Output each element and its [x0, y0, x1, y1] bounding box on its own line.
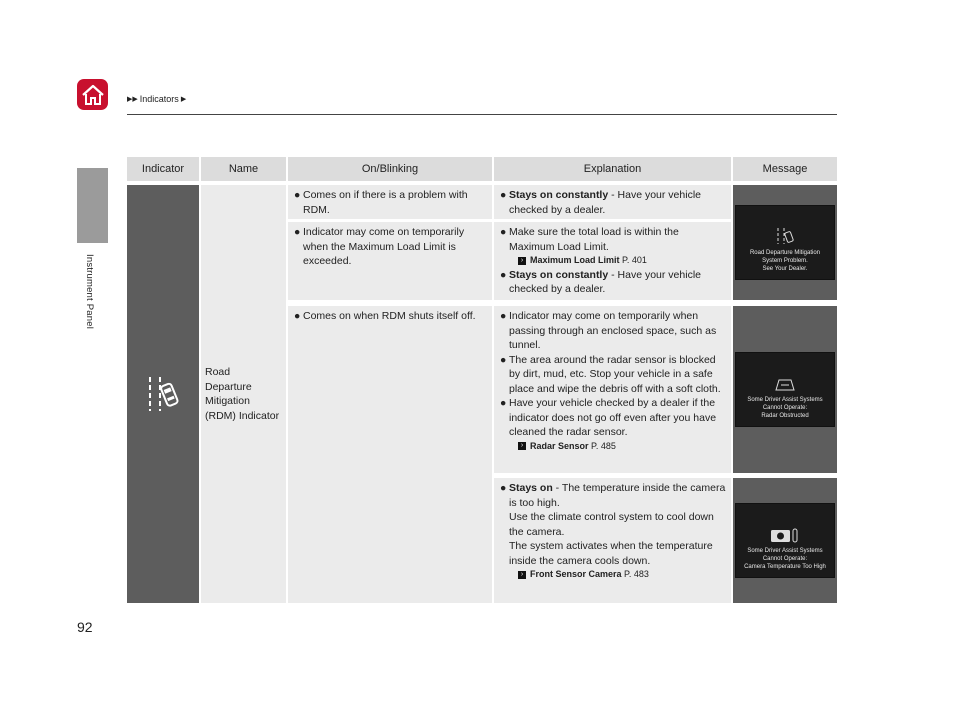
breadcrumb-item[interactable]: Indicators: [139, 94, 179, 104]
reference-arrow-icon: ›: [518, 571, 526, 579]
row3-explanation: ● Indicator may come on temporarily when passing through an enclosed space, such as tunnel. ● The area around the radar sensor is blocked by dirt, mud, etc. Stop your vehicle in a safe place and wipe the debris off with a soft cloth. ● Have your vehicle checked by a dealer if the indicator does not go off even after you have cleaned the radar sensor. › Radar Sensor P. 485: [494, 306, 731, 473]
message-cell-1: [733, 185, 837, 300]
row1-on-blinking: ● Comes on if there is a problem with RDM.: [288, 185, 492, 219]
row2-on-text: Indicator may come on temporarily when the Maximum Load Limit is exceeded.: [303, 226, 465, 267]
header-on-blinking: On/Blinking: [288, 157, 492, 181]
header-name: Name: [201, 157, 286, 181]
rdm-indicator-icon: [146, 375, 180, 413]
row3-exp1: Indicator may come on temporarily when passing through an enclosed space, such as tunnel.: [509, 310, 717, 351]
row2-reference[interactable]: › Maximum Load Limit P. 401: [500, 253, 727, 268]
row2-exp2-bold: Stays on constantly: [509, 268, 609, 281]
header-explanation: Explanation: [494, 157, 731, 181]
row3-on-blinking: ● Comes on when RDM shuts itself off.: [288, 306, 492, 603]
home-icon: [81, 84, 105, 106]
breadcrumb-arrow-icon: ▶▶: [127, 96, 138, 103]
home-button[interactable]: [77, 79, 108, 110]
header-message: Message: [733, 157, 837, 181]
row2-exp2-text: - Have your vehicle checked by a dealer.: [509, 268, 701, 295]
row3-on-text: Comes on when RDM shuts itself off.: [303, 310, 476, 322]
reference-arrow-icon: ›: [518, 257, 526, 265]
reference-arrow-icon: ›: [518, 442, 526, 450]
camera-message-icon: [770, 527, 800, 543]
row1-exp-text: - Have your vehicle checked by a dealer.: [509, 189, 701, 216]
indicator-cell: [127, 185, 199, 603]
section-tab: [77, 168, 108, 243]
breadcrumb: [127, 94, 186, 104]
row2-exp1: Make sure the total load is within the Maximum Load Limit.: [509, 226, 679, 253]
message-screen-1: Road Departure Mitigation System Problem. See Your Dealer.: [735, 205, 835, 280]
row4-reference[interactable]: › Front Sensor Camera P. 483: [500, 567, 727, 582]
page-number: 92: [77, 619, 93, 635]
message-cell-3: [733, 478, 837, 603]
row4-explanation: ● Stays on - The temperature inside the camera is too high. Use the climate control system to cool down the camera. The system activates when the temperature inside the camera cools down. › Front Sensor Camera P. 483: [494, 478, 731, 603]
row4-exp-line2: Use the climate control system to cool down the camera.: [509, 511, 714, 538]
message-cell-2: [733, 306, 837, 473]
header-indicator: Indicator: [127, 157, 199, 181]
name-cell: [201, 185, 286, 603]
row1-on-text: Comes on if there is a problem with RDM.: [303, 189, 468, 216]
breadcrumb-arrow-icon: ▶: [180, 96, 187, 103]
row4-exp-text: - The temperature inside the camera is too high.: [509, 482, 726, 509]
section-label: Instrument Panel: [84, 254, 95, 330]
row1-exp-bold: Stays on constantly: [509, 189, 609, 201]
row3-reference[interactable]: › Radar Sensor P. 485: [500, 439, 727, 454]
message-screen-2: Some Driver Assist Systems Cannot Operate: Radar Obstructed: [735, 352, 835, 427]
row2-on-blinking: ● Indicator may come on temporarily when the Maximum Load Limit is exceeded.: [288, 222, 492, 300]
row4-exp-bold: Stays on: [509, 482, 553, 494]
row4-exp-line3: The system activates when the temperature inside the camera cools down.: [509, 540, 713, 567]
row1-explanation: ● Stays on constantly - Have your vehicle checked by a dealer.: [494, 185, 731, 219]
header-divider: [127, 114, 837, 115]
message-screen-3: Some Driver Assist Systems Cannot Operate: Camera Temperature Too High: [735, 503, 835, 578]
radar-message-icon: [774, 378, 796, 392]
row3-exp2: The area around the radar sensor is blocked by dirt, mud, etc. Stop your vehicle in a safe place and wipe the debris off with a soft cloth.: [509, 353, 721, 395]
row2-explanation: ● Make sure the total load is within the Maximum Load Limit. › Maximum Load Limit P. 401 ● Stays on constantly - Have your vehicle checked by a dealer.: [494, 222, 731, 300]
indicator-name: Road Departure Mitigation (RDM) Indicator: [205, 366, 280, 422]
rdm-message-icon: [776, 227, 794, 245]
row3-exp3: Have your vehicle checked by a dealer if the indicator does not go off even after you have cleaned the radar sensor.: [509, 397, 717, 438]
